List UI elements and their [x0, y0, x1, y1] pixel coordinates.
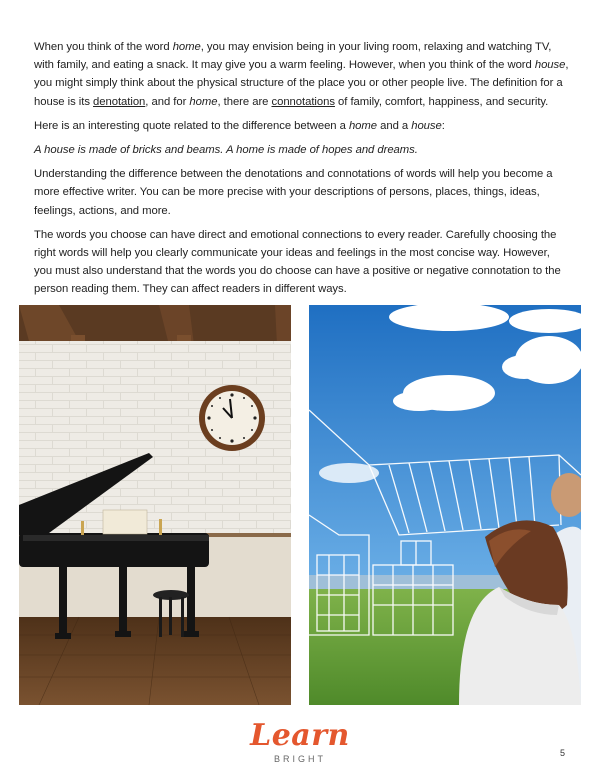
italic-term-house: house [411, 119, 442, 132]
italic-term-home: home [189, 95, 218, 108]
text-run: When you think of the word [34, 41, 173, 53]
body-text [34, 38, 569, 305]
italic-term-home: home [348, 119, 378, 132]
text-run: , there are [217, 95, 272, 108]
piano-room-image [19, 305, 291, 705]
logo-subtitle: BRIGHT [273, 754, 326, 764]
text-run: of family, comfort, happiness, and security. [334, 95, 549, 108]
learn-bright-logo [246, 716, 354, 768]
paragraph-1 [34, 38, 569, 111]
logo-wordmark: Learn [250, 718, 350, 753]
text-run: Here is an interesting quote related to the difference between a [34, 119, 349, 132]
text-run: and a [377, 119, 412, 132]
text-run: , you may envision being in your living room, relaxing and watching TV, with family, and eating a snack. It may give you a warm feeling. However, when you think of the word [34, 41, 552, 72]
paragraph-5: The words you choose can have direct and emotional connections to every reader. Carefully choosing the right words will help you clearly communicate your ideas and feelings in the most concise way. However, you must also understand that the words you do choose can have a positive or negative connotation to the person reading them. They can affect readers in different ways. [34, 228, 561, 296]
italic-term-house: house [534, 59, 566, 72]
quote [34, 141, 569, 159]
paragraph-4: Understanding the difference between the denotations and connotations of words will help you become a more effective writer. You can be more precise with your descriptions of persons, places, things, ideas, feelings, actions, and more. [34, 168, 553, 217]
quote-text: A house is made of bricks and beams. A home is made of hopes and dreams. [34, 144, 418, 157]
dream-house-image [309, 305, 581, 705]
term-connotations: connotations [271, 95, 335, 108]
italic-term-home: home [172, 41, 201, 53]
page-number: 5 [560, 748, 566, 758]
text-run: : [441, 119, 445, 132]
paragraph-2 [34, 117, 569, 135]
term-denotation: denotation [93, 95, 146, 108]
text-run: , you might simply think about the physical structure of the place you or other people live. The definition for a house is its [34, 59, 569, 108]
text-run: , and for [145, 95, 190, 108]
